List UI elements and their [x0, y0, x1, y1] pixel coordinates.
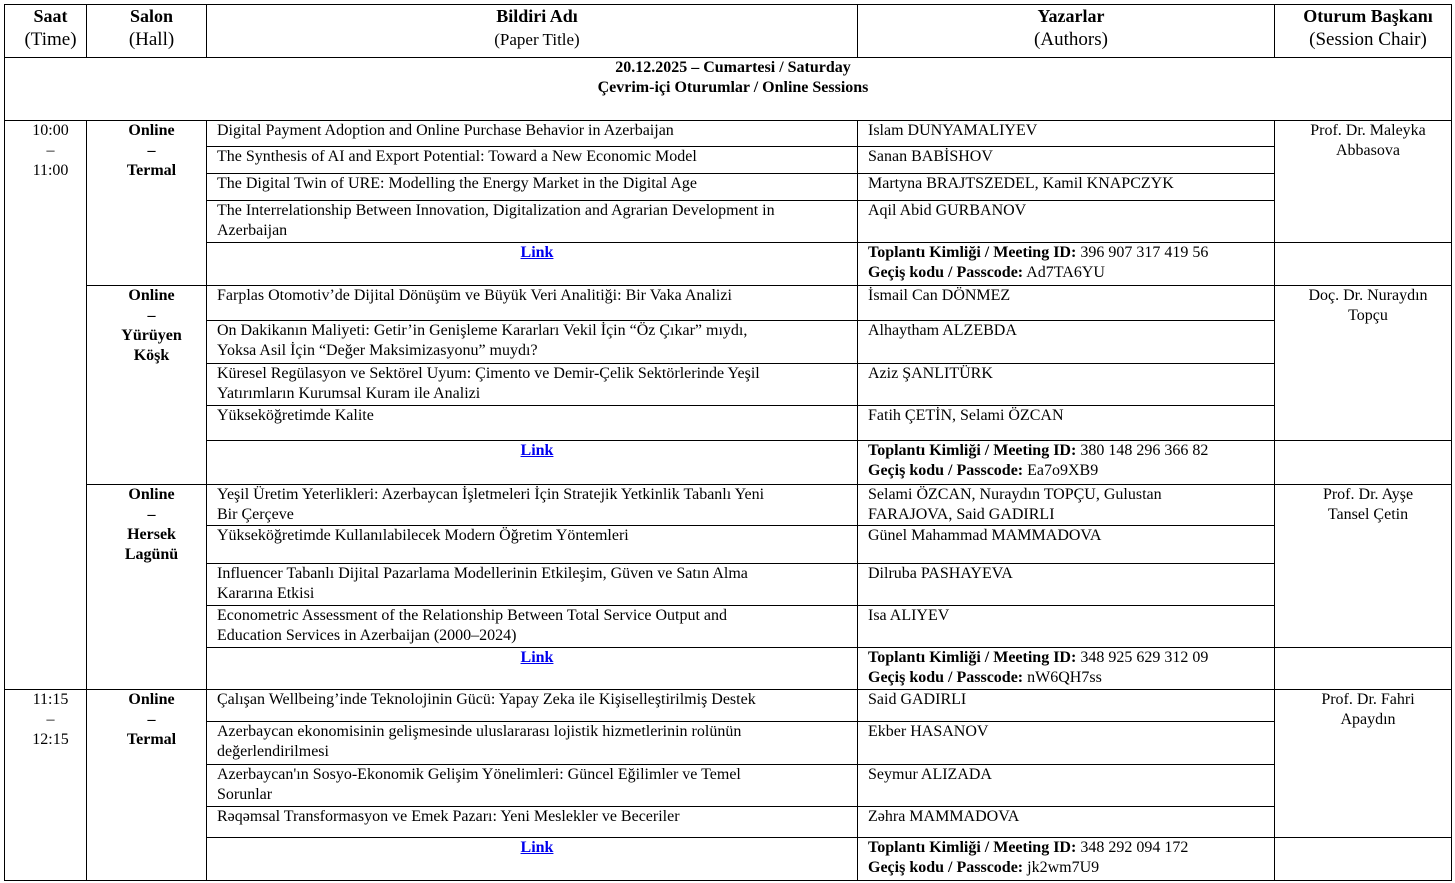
- header-row: [5, 5, 1452, 58]
- paper-title-line: The Digital Twin of URE: Modelling the Energy Market in the Digital Age: [217, 175, 697, 192]
- paper-authors: [858, 147, 1275, 174]
- paper-authors: [858, 807, 1275, 838]
- chair-line: Apaydın: [1340, 711, 1396, 728]
- paper-title-line: Yeşil Üretim Yeterlikleri: Azerbaycan İşletmeleri İçin Stratejik Yetkinlik Tabanlı Yeni: [217, 486, 765, 503]
- meeting-id-label: Toplantı Kimliği / Meeting ID:: [868, 442, 1077, 459]
- date-banner: [5, 58, 1452, 121]
- paper-title-line: Çalışan Wellbeing’inde Teknolojinin Gücü: Yapay Zeka ile Kişiselleştirilmiş Destek: [217, 691, 756, 708]
- meeting-id-value: 380 148 296 366 82: [1080, 442, 1209, 459]
- time-start: 11:15: [32, 691, 69, 708]
- session-chair: [1275, 121, 1452, 243]
- passcode-value: Ea7o9XB9: [1027, 462, 1099, 479]
- session-chair: [1275, 286, 1452, 441]
- paper-title-line: The Interrelationship Between Innovation, Digitalization and Agrarian Development in: [217, 202, 775, 219]
- meeting-id-label: Toplantı Kimliği / Meeting ID:: [868, 839, 1077, 856]
- time-slot: [5, 121, 87, 690]
- meeting-id-value: 348 925 629 312 09: [1080, 649, 1209, 666]
- paper-authors: [858, 722, 1275, 765]
- paper-title: [207, 690, 858, 722]
- paper-row: [5, 286, 1452, 321]
- paper-title: [207, 485, 858, 526]
- paper-title: [207, 606, 858, 648]
- hall-line: Lagünü: [124, 546, 179, 563]
- time-end: 11:00: [32, 162, 69, 179]
- chair-line: Abbasova: [1336, 142, 1400, 159]
- paper-title: [207, 174, 858, 201]
- paper-title: [207, 147, 858, 174]
- author-line: Aqil Abid GURBANOV: [868, 202, 1027, 219]
- meeting-id-line: [868, 648, 1274, 668]
- header-title-tr: Bildiri Adı: [496, 6, 578, 26]
- hall-name: [87, 690, 207, 881]
- author-line: Günel Mahammad MAMMADOVA: [868, 527, 1102, 544]
- paper-row: [5, 147, 1452, 174]
- paper-authors: [858, 690, 1275, 722]
- meeting-info: [858, 838, 1275, 881]
- chair-line: Prof. Dr. Ayşe: [1322, 486, 1414, 503]
- meeting-info: [858, 243, 1275, 286]
- header-chair-tr: Oturum Başkanı: [1303, 6, 1433, 26]
- chair-line: Prof. Dr. Fahri: [1321, 691, 1415, 708]
- author-line: Alhaytham ALZEBDA: [868, 322, 1017, 339]
- paper-authors: [858, 765, 1275, 807]
- meeting-info: [858, 648, 1275, 690]
- paper-title-line: Yükseköğretimde Kalite: [217, 407, 374, 424]
- author-line: Aziz ŞANLITÜRK: [868, 365, 993, 382]
- hall-line: Online: [128, 122, 175, 139]
- meeting-id-label: Toplantı Kimliği / Meeting ID:: [868, 244, 1077, 261]
- paper-row: [5, 364, 1452, 406]
- paper-row: [5, 690, 1452, 722]
- paper-title-line: Azerbaycan'ın Sosyo-Ekonomik Gelişim Yönelimleri: Güncel Eğilimler ve Temel: [217, 766, 741, 783]
- paper-title: [207, 807, 858, 838]
- header-chair-en: (Session Chair): [1309, 29, 1427, 50]
- paper-authors: [858, 564, 1275, 606]
- paper-row: [5, 564, 1452, 606]
- hall-line: Köşk: [133, 347, 170, 364]
- passcode-line: [868, 858, 1274, 878]
- passcode-value: Ad7TA6YU: [1026, 264, 1105, 281]
- paper-row: [5, 121, 1452, 147]
- time-dash: –: [46, 142, 55, 159]
- paper-authors: [858, 201, 1275, 243]
- meeting-link[interactable]: Link: [520, 244, 554, 261]
- time-start: 10:00: [32, 122, 69, 139]
- paper-authors: [858, 485, 1275, 526]
- paper-row: [5, 485, 1452, 526]
- paper-authors: [858, 286, 1275, 321]
- session-chair: [1275, 690, 1452, 838]
- time-end: 12:15: [32, 731, 69, 748]
- time-slot: [5, 690, 87, 881]
- banner-date: 20.12.2025 – Cumartesi / Saturday: [615, 59, 851, 76]
- meeting-row: [5, 648, 1452, 690]
- meeting-row: [5, 243, 1452, 286]
- hall-line: Termal: [126, 731, 177, 748]
- hall-line: Yürüyen: [121, 327, 182, 344]
- paper-title-line: Rəqəmsal Transformasyon ve Emek Pazarı: Yeni Meslekler ve Beceriler: [217, 808, 680, 825]
- meeting-link-cell: [207, 838, 858, 881]
- passcode-value: nW6QH7ss: [1027, 669, 1102, 686]
- paper-title: [207, 564, 858, 606]
- paper-row: [5, 765, 1452, 807]
- author-line: Isa ALIYEV: [868, 607, 950, 624]
- paper-title: [207, 406, 858, 441]
- empty-chair-cell: [1275, 838, 1452, 881]
- author-line: Islam DUNYAMALIYEV: [868, 122, 1038, 139]
- paper-authors: [858, 364, 1275, 406]
- author-line: Sanan BABİSHOV: [868, 148, 993, 165]
- hall-line: Hersek: [127, 526, 176, 543]
- paper-authors: [858, 174, 1275, 201]
- paper-title-line: Azerbaycan ekonomisinin gelişmesinde uluslararası lojistik hizmetlerinin rolünün: [217, 723, 742, 740]
- meeting-link-cell: [207, 441, 858, 485]
- header-hall-tr: Salon: [129, 6, 174, 26]
- paper-title-line: Farplas Otomotiv’de Dijital Dönüşüm ve Büyük Veri Analitiği: Bir Vaka Analizi: [217, 287, 732, 304]
- passcode-line: [868, 668, 1274, 688]
- paper-title-line: Influencer Tabanlı Dijital Pazarlama Modellerinin Etkileşim, Güven ve Satın Alma: [217, 565, 748, 582]
- paper-title-line: Yükseköğretimde Kullanılabilecek Modern Öğretim Yöntemleri: [217, 527, 629, 544]
- meeting-link[interactable]: Link: [520, 839, 554, 856]
- paper-title: [207, 526, 858, 564]
- author-line: Seymur ALIZADA: [868, 766, 992, 783]
- meeting-link[interactable]: Link: [520, 649, 554, 666]
- paper-title: [207, 765, 858, 807]
- header-time-tr: Saat: [33, 6, 68, 26]
- header-hall-en: (Hall): [128, 29, 175, 50]
- paper-title: [207, 121, 858, 147]
- paper-title-line: Digital Payment Adoption and Online Purchase Behavior in Azerbaijan: [217, 122, 674, 139]
- banner-sessions: Çevrim-içi Oturumlar / Online Sessions: [597, 79, 869, 96]
- header-authors: [858, 5, 1275, 58]
- paper-title-line: Bir Çerçeve: [217, 506, 294, 523]
- paper-row: [5, 807, 1452, 838]
- header-authors-tr: Yazarlar: [1037, 6, 1105, 26]
- paper-row: [5, 606, 1452, 648]
- meeting-id-line: [868, 243, 1274, 263]
- paper-row: [5, 174, 1452, 201]
- header-time: [5, 5, 87, 58]
- meeting-link-cell: [207, 243, 858, 286]
- paper-title-line: Econometric Assessment of the Relationship Between Total Service Output and: [217, 607, 728, 624]
- chair-line: Doç. Dr. Nuraydın: [1308, 287, 1428, 304]
- hall-line: Termal: [126, 162, 177, 179]
- empty-chair-cell: [1275, 648, 1452, 690]
- paper-title-line: On Dakikanın Maliyeti: Getir’in Genişleme Kararları Vekil İçin “Öz Çıkar” mıydı,: [217, 322, 748, 339]
- empty-chair-cell: [1275, 243, 1452, 286]
- schedule-table: [4, 4, 1452, 881]
- header-title: [207, 5, 858, 58]
- hall-name: [87, 485, 207, 690]
- paper-title: [207, 364, 858, 406]
- passcode-label: Geçiş kodu / Passcode:: [868, 264, 1024, 281]
- passcode-label: Geçiş kodu / Passcode:: [868, 462, 1024, 479]
- author-line: Zəhra MAMMADOVA: [868, 808, 1020, 825]
- hall-line: –: [147, 142, 156, 159]
- meeting-id-value: 396 907 317 419 56: [1080, 244, 1209, 261]
- author-line: Ekber HASANOV: [868, 723, 989, 740]
- time-dash: –: [46, 711, 55, 728]
- paper-authors: [858, 406, 1275, 441]
- meeting-link-cell: [207, 648, 858, 690]
- chair-line: Tansel Çetin: [1327, 506, 1409, 523]
- hall-name: [87, 121, 207, 286]
- paper-row: [5, 722, 1452, 765]
- hall-line: –: [147, 307, 156, 324]
- meeting-id-value: 348 292 094 172: [1080, 839, 1189, 856]
- author-line: Martyna BRAJTSZEDEL, Kamil KNAPCZYK: [868, 175, 1174, 192]
- passcode-label: Geçiş kodu / Passcode:: [868, 859, 1024, 876]
- chair-line: Prof. Dr. Maleyka: [1310, 122, 1426, 139]
- paper-authors: [858, 606, 1275, 648]
- paper-title-line: Sorunlar: [217, 786, 273, 803]
- hall-line: –: [147, 506, 156, 523]
- paper-title-line: The Synthesis of AI and Export Potential: Toward a New Economic Model: [217, 148, 697, 165]
- paper-authors: [858, 526, 1275, 564]
- paper-title-line: Yatırımların Kurumsal Kuram ile Analizi: [217, 385, 481, 402]
- hall-name: [87, 286, 207, 485]
- passcode-line: [868, 461, 1274, 481]
- header-hall: [87, 5, 207, 58]
- header-authors-en: (Authors): [1034, 29, 1108, 50]
- paper-title: [207, 201, 858, 243]
- author-line: Dilruba PASHAYEVA: [868, 565, 1013, 582]
- hall-line: Online: [128, 486, 175, 503]
- passcode-label: Geçiş kodu / Passcode:: [868, 669, 1024, 686]
- hall-line: Online: [128, 691, 175, 708]
- paper-row: [5, 406, 1452, 441]
- meeting-row: [5, 441, 1452, 485]
- author-line: FARAJOVA, Said GADIRLI: [868, 506, 1055, 523]
- author-line: İsmail Can DÖNMEZ: [868, 287, 1011, 304]
- paper-title-line: değerlendirilmesi: [217, 743, 329, 760]
- author-line: Said GADIRLI: [868, 691, 967, 708]
- paper-authors: [858, 121, 1275, 147]
- hall-line: –: [147, 711, 156, 728]
- meeting-row: [5, 838, 1452, 881]
- paper-title-line: Yoksa Asil İçin “Değer Maksimizasyonu” muydı?: [217, 342, 538, 359]
- meeting-id-line: [868, 441, 1274, 461]
- paper-row: [5, 201, 1452, 243]
- paper-title-line: Education Services in Azerbaijan (2000–2024): [217, 627, 517, 644]
- paper-title-line: Kararına Etkisi: [217, 585, 315, 602]
- author-line: Selami ÖZCAN, Nuraydın TOPÇU, Gulustan: [868, 486, 1162, 503]
- meeting-id-label: Toplantı Kimliği / Meeting ID:: [868, 649, 1077, 666]
- chair-line: Topçu: [1348, 307, 1388, 324]
- author-line: Fatih ÇETİN, Selami ÖZCAN: [868, 407, 1064, 424]
- banner-row: [5, 58, 1452, 121]
- paper-title: [207, 286, 858, 321]
- meeting-id-line: [868, 838, 1274, 858]
- header-chair: [1275, 5, 1452, 58]
- paper-authors: [858, 321, 1275, 364]
- header-title-en: (Paper Title): [494, 30, 580, 49]
- paper-row: [5, 526, 1452, 564]
- passcode-line: [868, 263, 1274, 283]
- empty-chair-cell: [1275, 441, 1452, 485]
- passcode-value: jk2wm7U9: [1027, 859, 1100, 876]
- paper-title-line: Küresel Regülasyon ve Sektörel Uyum: Çimento ve Demir-Çelik Sektörlerinde Yeşil: [217, 365, 760, 382]
- meeting-link[interactable]: Link: [520, 442, 554, 459]
- session-chair: [1275, 485, 1452, 648]
- paper-title: [207, 722, 858, 765]
- paper-title-line: Azerbaijan: [217, 222, 288, 239]
- paper-row: [5, 321, 1452, 364]
- meeting-info: [858, 441, 1275, 485]
- header-time-en: (Time): [24, 29, 77, 50]
- hall-line: Online: [128, 287, 175, 304]
- paper-title: [207, 321, 858, 364]
